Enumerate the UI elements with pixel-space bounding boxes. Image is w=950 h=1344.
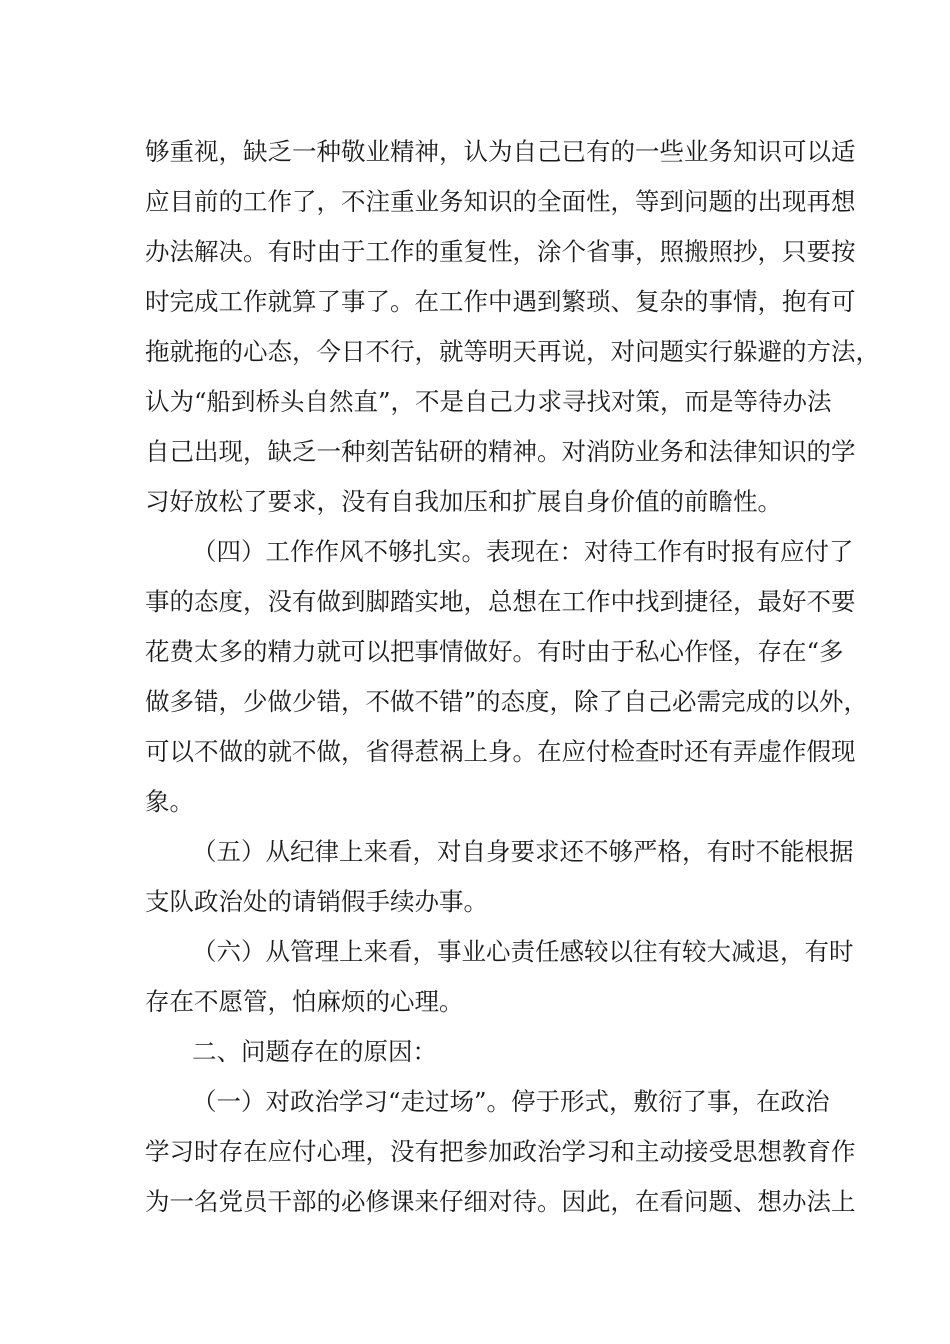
text-line: 支队政治处的请销假手续办事。: [145, 887, 488, 916]
text-line: 时完成工作就算了事了。在工作中遇到繁琐、复杂的事情，抱有可: [145, 287, 856, 316]
text-line: 习好放松了要求，没有自我加压和扩展自身价值的前瞻性。: [145, 487, 782, 516]
text-line: 自己出现，缺乏一种刻苦钻研的精神。对消防业务和法律知识的学: [145, 437, 856, 466]
text-line: 应目前的工作了，不注重业务知识的全面性，等到问题的出现再想: [145, 187, 856, 216]
text-line: 学习时存在应付心理，没有把参加政治学习和主动接受思想教育作: [145, 1137, 856, 1166]
text-line: 花费太多的精力就可以把事情做好。有时由于私心作怪，存在“多: [145, 637, 844, 666]
text-line: 存在不愿管，怕麻烦的心理。: [145, 987, 464, 1016]
text-line: 认为“船到桥头自然直”，不是自己力求寻找对策，而是等待办法: [145, 387, 832, 416]
text-line: 象。: [145, 787, 194, 816]
section-heading: 二、问题存在的原因：: [192, 1037, 437, 1066]
text-line: 拖就拖的心态，今日不行，就等明天再说，对问题实行躲避的方法，: [145, 337, 880, 366]
paragraph-start-line: （四）工作作风不够扎实。表现在：对待工作有时报有应付了: [192, 537, 854, 566]
text-line: 可以不做的就不做，省得惹祸上身。在应付检查时还有弄虚作假现: [145, 737, 856, 766]
text-line: 为一名党员干部的必修课来仔细对待。因此，在看问题、想办法上: [145, 1187, 856, 1216]
paragraph-start-line: （五）从纪律上来看，对自身要求还不够严格，有时不能根据: [192, 837, 854, 866]
paragraph-start-line: （一）对政治学习“走过场”。停于形式，敷衍了事，在政治: [192, 1087, 830, 1116]
text-line: 办法解决。有时由于工作的重复性，涂个省事，照搬照抄，只要按: [145, 237, 856, 266]
text-line: 做多错，少做少错，不做不错”的态度，除了自己必需完成的以外，: [145, 687, 869, 716]
text-line: 事的态度，没有做到脚踏实地，总想在工作中找到捷径，最好不要: [145, 587, 856, 616]
text-line: 够重视，缺乏一种敬业精神，认为自己已有的一些业务知识可以适: [145, 137, 856, 166]
paragraph-start-line: （六）从管理上来看，事业心责任感较以往有较大减退，有时: [192, 937, 854, 966]
